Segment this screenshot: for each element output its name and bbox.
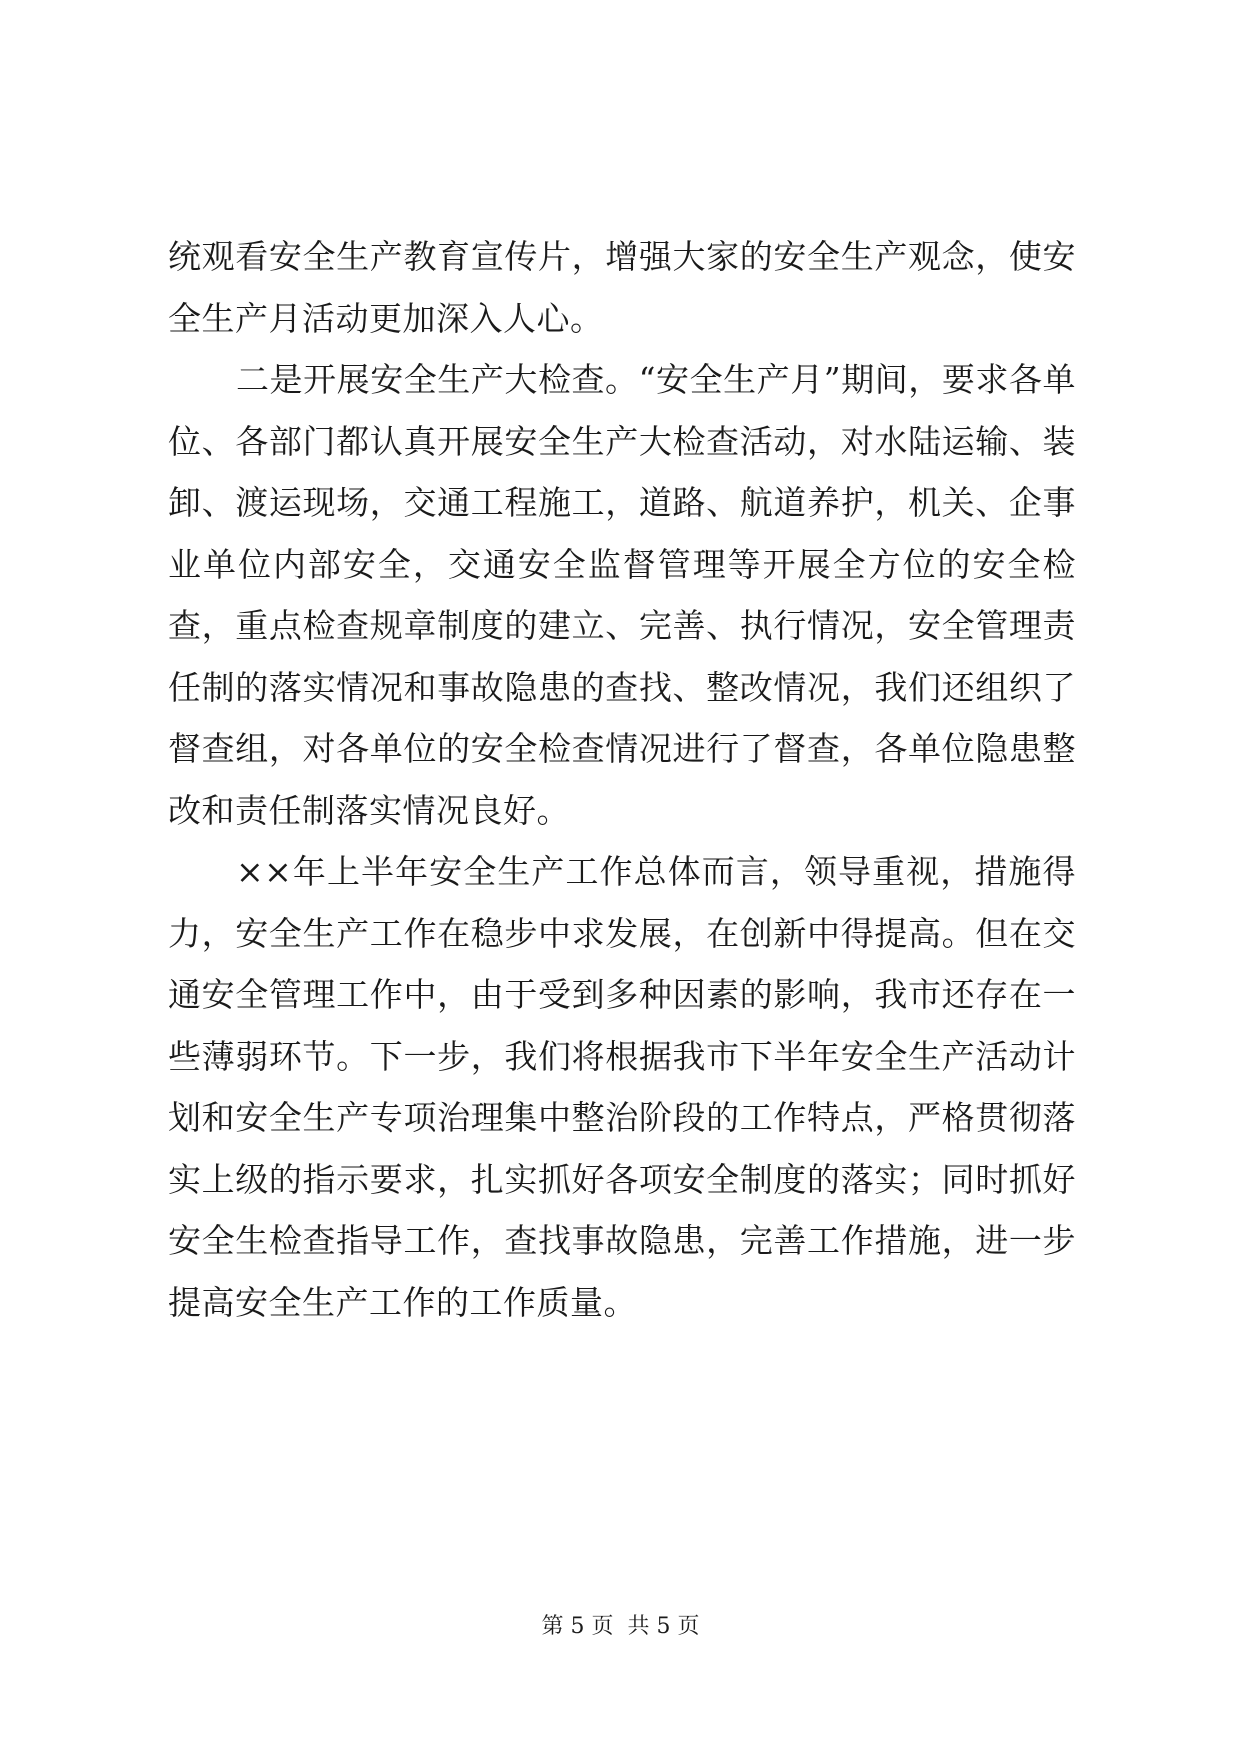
page-number: 第 5 页 共 5 页	[541, 1614, 700, 1639]
paragraph-2: 二是开展安全生产大检查。“安全生产月”期间，要求各单位、各部门都认真开展安全生产大检查活动，对水陆运输、装卸、渡运现场，交通工程施工，道路、航道养护，机关、企事业单位内部安全，交通安全监督管理等开展全方位的安全检查，重点检查规章制度的建立、完善、执行情况，安全管理责任制的落实情况和事故隐患的查找、整改情况，我们还组织了督查组，对各单位的安全检查情况进行了督查，各单位隐患整改和责任制落实情况良好。	[168, 360, 1076, 830]
page-footer	[0, 1612, 1241, 1642]
document-body	[168, 226, 1076, 1333]
paragraph-3: ××年上半年安全生产工作总体而言，领导重视，措施得力，安全生产工作在稳步中求发展，在创新中得提高。但在交通安全管理工作中，由于受到多种因素的影响，我市还存在一些薄弱环节。下一步，我们将根据我市下半年安全生产活动计划和安全生产专项治理集中整治阶段的工作特点，严格贯彻落实上级的指示要求，扎实抓好各项安全制度的落实；同时抓好安全生检查指导工作，查找事故隐患，完善工作措施，进一步提高安全生产工作的工作质量。	[168, 852, 1076, 1322]
paragraph-1: 统观看安全生产教育宣传片，增强大家的安全生产观念，使安全生产月活动更加深入人心。	[168, 237, 1076, 338]
